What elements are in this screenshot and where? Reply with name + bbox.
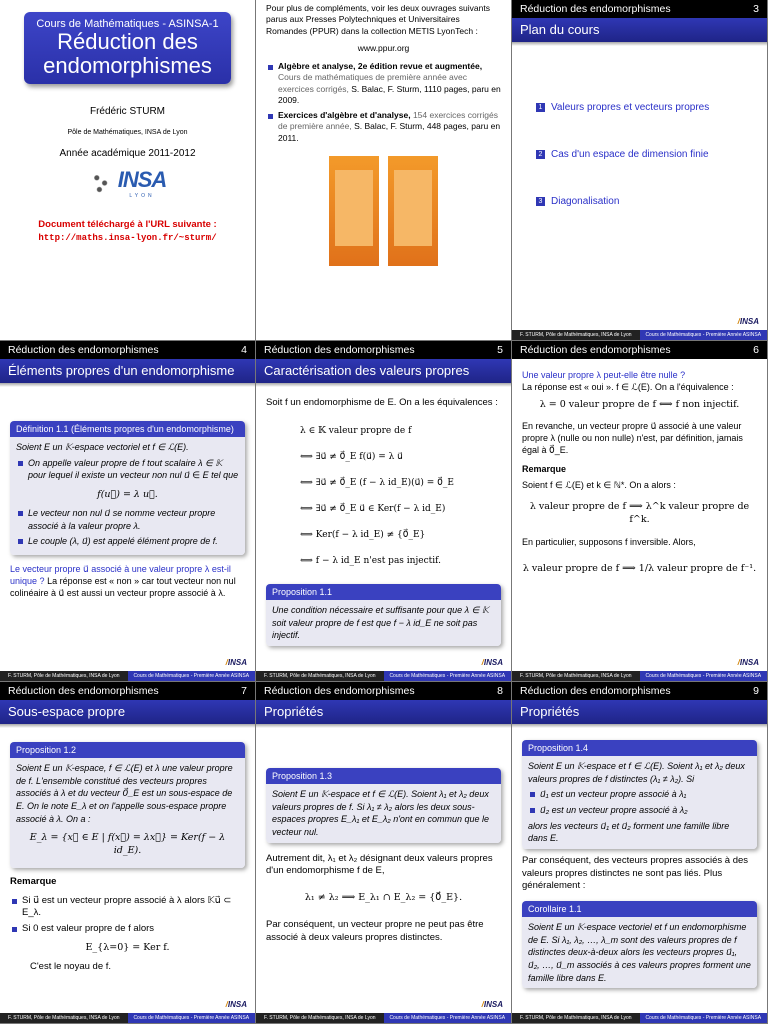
definition-title: Définition 1.1 (Éléments propres d'un endomorphisme) [10,421,245,437]
footer-left: F. STURM, Pôle de Mathématiques, INSA de Lyon [256,1013,384,1023]
website[interactable]: www.ppur.org [357,43,410,54]
definition-equation: f(u⃗) = λ u⃗. [97,488,158,500]
footer-left: F. STURM, Pôle de Mathématiques, INSA de Lyon [512,1013,640,1023]
footer-right: Cours de Mathématiques - Première Année ASINSA [640,1013,768,1023]
academic-year: Année académique 2011-2012 [59,148,196,159]
footer-left: F. STURM, Pôle de Mathématiques, INSA de Lyon [0,1013,128,1023]
proposition-title: Proposition 1.3 [266,768,501,784]
proposition-title: Proposition 1.1 [266,584,501,600]
answer-1: La réponse est « oui ». f ∈ ℒ(E). On a l'équivalence : [522,382,734,393]
book-2 [266,110,501,144]
paragraph-1: Autrement dit, λ₁ et λ₂ désignant deux valeurs propres d'un endomorphisme f de E, [266,852,493,877]
book-1-title: Algèbre et analyse, 2e édition revue et augmentée, [278,60,483,71]
slide-valeur-nulle [512,341,768,682]
header-title: Réduction des endomorphismes [520,3,671,15]
toc-label: Cas d'un espace de dimension finie [551,149,709,160]
toc-label: Valeurs propres et vecteurs propres [551,102,710,113]
book-1-details: S. Balac, F. Sturm, 1110 pages, paru en 2009. [278,83,501,106]
slide-number: 3 [753,3,759,15]
small-logo: /INSA [481,1000,503,1009]
footer [512,671,767,681]
proposition-item-1: u⃗₁ est un vecteur propre associé à λ₁ [528,788,751,801]
slide-sous-espace [0,682,256,1024]
intro: Soit f un endomorphisme de E. On a les équivalences : [266,397,498,408]
toc-number-2-icon: 2 [536,150,545,159]
corollary-text: Soient E un 𝕂-espace vectoriel et f un endomorphisme de E. Si λ₁, λ₂, …, λ_m sont des valeurs propres de f distinctes deux-à-deux alors les vecteurs propres u⃗₁, u⃗₂, …, u⃗_m associés à ces valeurs propres forment une famille libre dans E. [522,917,757,988]
equivalence-line-6: ⟺ f − λ id_E n'est pas injectif. [300,555,441,566]
answer: La réponse est « non » car tout vecteur non nul colinéaire à u⃗ est aussi un vecteur propre associé à λ. [10,576,236,599]
book-2-subtitle: 154 exercices corrigés de première année, [278,109,498,132]
proposition-equation: E_λ = {x⃗ ∈ E | f(x⃗) = λx⃗} = Ker(f − λ id_E). [29,832,226,857]
toc-item-3[interactable] [536,196,767,207]
header [512,0,767,18]
slide-plan [512,0,768,341]
definition-item-1: On appelle valeur propre de f tout scalaire λ ∈ 𝕂 pour lequel il existe un vecteur non nul u⃗ ∈ E tel que [16,457,239,482]
slide-caracterisation [256,341,512,682]
small-logo: /INSA [737,658,759,667]
logo-text: INSA [117,167,167,192]
header [256,341,511,359]
answer-2: En revanche, un vecteur propre u⃗ associé à une valeur propre λ (nulle ou non nulle) n'est, par définition, jamais égal à 0⃗_E. [522,421,743,456]
header-title: Réduction des endomorphismes [8,344,159,356]
remark-equation: E_{λ=0} = Ker f. [85,941,170,953]
slide-title: Sous-espace propre [0,700,255,724]
slide-elements-propres [0,341,256,682]
book-2-details: S. Balac, F. Sturm, 448 pages, paru en 2011. [278,121,501,143]
paragraph-2: Par conséquent, un vecteur propre ne peut pas être associé à deux valeurs propres distinctes. [266,918,484,943]
proposition-block [266,768,501,843]
book-cover-1 [329,156,379,266]
title-line-1: Réduction des [57,29,198,54]
toc-number-1-icon: 1 [536,103,545,112]
header-title: Réduction des endomorphismes [520,344,671,356]
footer-right: Cours de Mathématiques - Première Année ASINSA [640,671,768,681]
remark-item-2: Si 0 est valeur propre de f alors [10,923,245,936]
paragraph: Par conséquent, des vecteurs propres associés à des valeurs propres distinctes ne sont pas liés. Plus généralement : [522,854,749,892]
slide-number: 6 [753,344,759,356]
corollary-title: Corollaire 1.1 [522,901,757,917]
header-title: Réduction des endomorphismes [8,685,159,697]
logo-dots-icon [89,170,115,196]
equivalence-line-2: ⟺ ∃u⃗ ≠ 0⃗_E f(u⃗) = λ u⃗ [300,451,403,462]
equation-1: λ = 0 valeur propre de f ⟺ f non injectif. [539,399,740,411]
intro-text: Pour plus de compléments, voir les deux ouvrages suivants parus aux Presses Polytechniques et Universitaires Romandes (PPUR) dans la collection METIS LyonTech : [266,3,490,36]
header [512,682,767,700]
proposition-text: Soient E un 𝕂-espace, f ∈ ℒ(E) et λ une valeur propre de f. L'ensemble constitué des vecteurs propres associés à λ et du vecteur 0⃗_E est un sous-espace de E. On le note E_λ et on l'appelle sous-espace propre associé à λ. On a : [16,763,233,824]
course-label: Cours de Mathématiques - ASINSA-1 [36,18,219,30]
footer [512,330,767,340]
slide-number: 8 [497,685,503,697]
footer [512,1013,767,1023]
footer-left: F. STURM, Pôle de Mathématiques, INSA de Lyon [0,671,128,681]
answer-4: En particulier, supposons f inversible. Alors, [522,537,696,548]
author: Frédéric STURM [89,106,165,117]
slide-title: Propriétés [512,700,767,724]
slide-number: 4 [241,344,247,356]
footer-left: F. STURM, Pôle de Mathématiques, INSA de Lyon [256,671,384,681]
header [512,341,767,359]
proposition-conclusion: alors les vecteurs u⃗₁ et u⃗₂ forment une famille libre dans E. [528,820,730,844]
book-1-subtitle: Cours de mathématiques de première année avec exercices corrigés, [278,72,467,94]
definition-item-3: Le couple (λ, u⃗) est appelé élément propre de f. [16,535,239,548]
slide-number: 7 [241,685,247,697]
footer-right: Cours de Mathématiques - Première Année ASINSA [384,1013,512,1023]
footer-left: F. STURM, Pôle de Mathématiques, INSA de Lyon [512,671,640,681]
footer-right: Cours de Mathématiques - Première Année ASINSA [640,330,768,340]
definition-intro: Soient E un 𝕂-espace vectoriel et f ∈ ℒ(E). [16,442,189,453]
footer-right: Cours de Mathématiques - Première Année ASINSA [128,671,256,681]
equation-2: λ valeur propre de f ⟹ λ^k valeur propre de f^k. [529,500,750,525]
proposition-block [10,742,245,868]
remark-label: Remarque [10,875,57,887]
header [0,341,255,359]
definition-item-2: Le vecteur non nul u⃗ se nomme vecteur propre associé à la valeur propre λ. [16,507,239,532]
small-logo: /INSA [225,658,247,667]
slide-title: Propriétés [256,700,511,724]
insa-logo [0,167,255,199]
toc-item-2[interactable] [536,149,767,160]
equivalence-line-1: λ ∈ 𝕂 valeur propre de f [300,425,412,436]
question: Une valeur propre λ peut-elle être nulle ? [522,370,686,380]
footer-right: Cours de Mathématiques - Première Année ASINSA [128,1013,256,1023]
footer-left: F. STURM, Pôle de Mathématiques, INSA de Lyon [512,330,640,340]
toc-item-1[interactable] [536,102,767,113]
footer [0,1013,255,1023]
equivalence-line-3: ⟺ ∃u⃗ ≠ 0⃗_E (f − λ id_E)(u⃗) = 0⃗_E [300,477,454,488]
header-title: Réduction des endomorphismes [264,685,415,697]
logo-subtext: LYON [129,193,155,199]
proposition-title: Proposition 1.2 [10,742,245,758]
footer [0,671,255,681]
book-1 [266,61,501,107]
equation-3: λ valeur propre de f ⟹ 1/λ valeur propre de f⁻¹. [522,562,757,574]
equivalence-line-5: ⟺ Ker(f − λ id_E) ≠ {0⃗_E} [300,529,426,540]
book-2-title: Exercices d'algèbre et d'analyse, [278,109,411,120]
slide-title: Caractérisation des valeurs propres [256,359,511,383]
proposition-text: Soient E un 𝕂-espace et f ∈ ℒ(E). Soient λ₁ et λ₂ deux valeurs propres de f distinctes (λ₁ ≠ λ₂). Si [528,761,745,784]
small-logo: /INSA [737,317,759,326]
remark-label: Remarque [522,463,567,474]
title-box [24,12,231,84]
download-label: Document téléchargé à l'URL suivante : [38,219,217,230]
definition-block [10,421,245,555]
remark-conclusion: C'est le noyau de f. [30,960,112,972]
answer-3: Soient f ∈ ℒ(E) et k ∈ ℕ*. On a alors : [522,479,676,490]
slide-title [0,0,256,341]
toc-number-3-icon: 3 [536,197,545,206]
corollary-block [522,901,757,988]
slide-number: 5 [497,344,503,356]
header [256,682,511,700]
footer [256,671,511,681]
slide-title: Plan du cours [512,18,767,42]
proposition-item-2: u⃗₂ est un vecteur propre associé à λ₂ [528,804,751,817]
download-url[interactable]: http://maths.insa-lyon.fr/~sturm/ [38,233,217,243]
equivalence-line-4: ⟺ ∃u⃗ ≠ 0⃗_E u⃗ ∈ Ker(f − λ id_E) [300,503,446,514]
equation: λ₁ ≠ λ₂ ⟹ E_λ₁ ∩ E_λ₂ = {0⃗_E}. [304,892,463,904]
title-line-2: endomorphismes [43,53,212,78]
small-logo: /INSA [481,658,503,667]
header [0,682,255,700]
proposition-block [522,740,757,849]
slide-title: Éléments propres d'un endomorphisme [0,359,255,383]
proposition-block [266,584,501,646]
header-title: Réduction des endomorphismes [264,344,415,356]
small-logo: /INSA [225,1000,247,1009]
header-title: Réduction des endomorphismes [520,685,671,697]
affiliation: Pôle de Mathématiques, INSA de Lyon [67,129,188,136]
question: Le vecteur propre u⃗ associé à une valeur propre λ est-il unique ? [10,564,231,587]
remark-item-1: Si u⃗ est un vecteur propre associé à λ alors 𝕂u⃗ ⊂ E_λ. [10,895,245,921]
footer [256,1013,511,1023]
book-cover-2 [388,156,438,266]
slide-number: 9 [753,685,759,697]
toc-label: Diagonalisation [551,196,620,207]
footer-right: Cours de Mathématiques - Première Année ASINSA [384,671,512,681]
proposition-title: Proposition 1.4 [522,740,757,756]
slide-proprietes-1 [256,682,512,1024]
slide-references [256,0,512,341]
proposition-text: Une condition nécessaire et suffisante pour que λ ∈ 𝕂 soit valeur propre de f est que f − λ id_E ne soit pas injectif. [266,600,501,646]
slide-proprietes-2 [512,682,768,1024]
proposition-text: Soient E un 𝕂-espace et f ∈ ℒ(E). Soient λ₁ et λ₂ deux valeurs propres de f. Si λ₁ ≠ λ₂ alors les deux sous-espaces propres E_λ₁ et E_λ₂ n'ont en commun que le vecteur nul. [266,784,501,842]
